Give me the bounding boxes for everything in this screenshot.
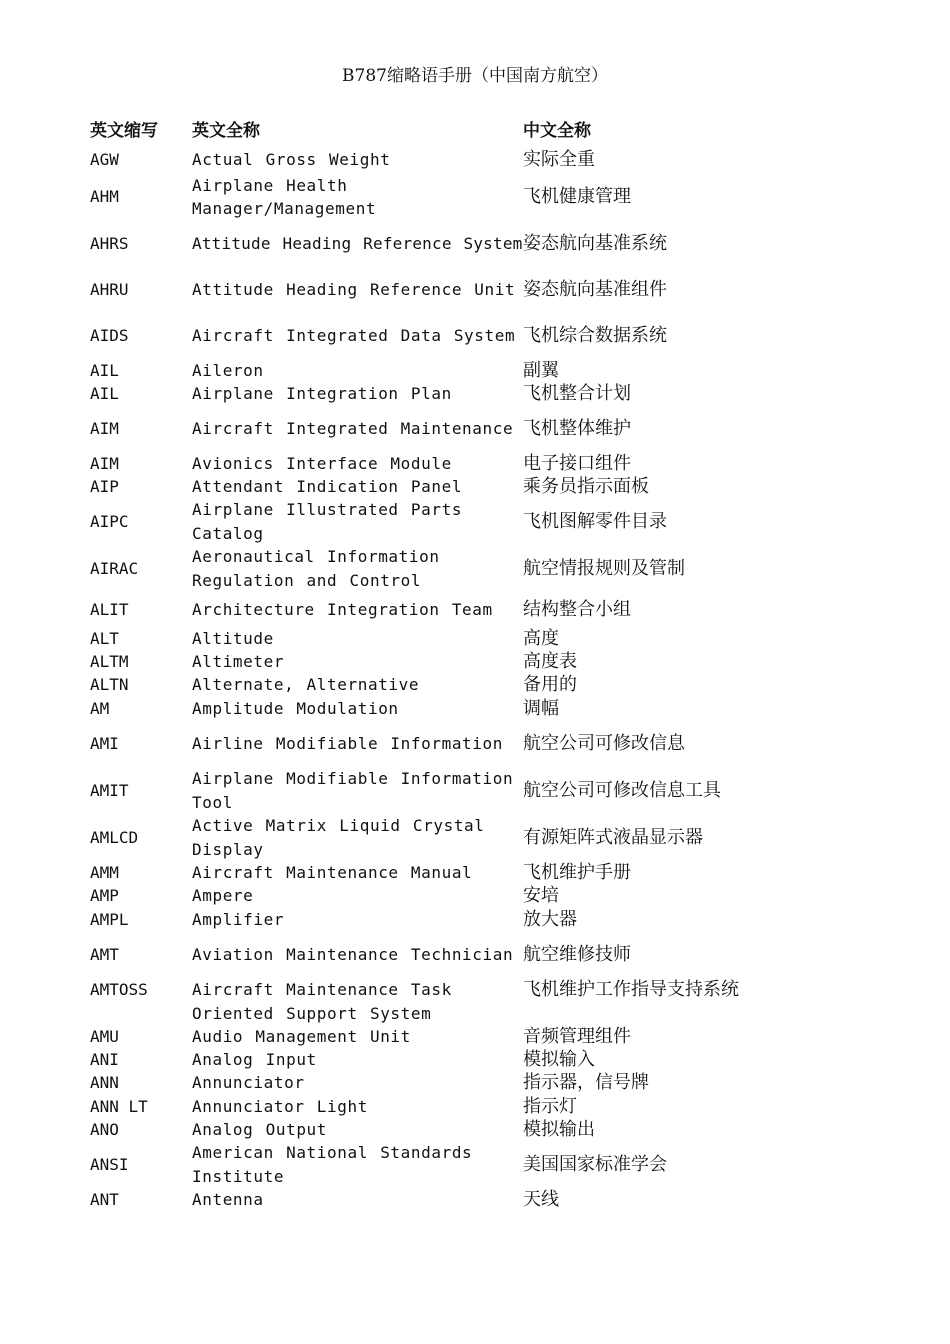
abbreviation-cell: AIRAC xyxy=(90,558,139,578)
english-full-name-cell: Amplifier xyxy=(192,909,285,929)
english-full-name-cell: Attitude Heading Reference Unit xyxy=(192,280,516,300)
table-row xyxy=(90,627,850,650)
abbreviation-cell: ALTM xyxy=(90,651,129,671)
table-row xyxy=(90,1141,850,1188)
english-full-name-cell: Airplane Integration Plan xyxy=(192,383,452,403)
abbreviation-cell: AMIT xyxy=(90,780,129,800)
table-row xyxy=(90,592,850,627)
chinese-full-name-cell: 乘务员指示面板 xyxy=(523,475,649,497)
chinese-full-name-cell: 航空公司可修改信息 xyxy=(523,732,685,754)
abbreviation-cell: AIL xyxy=(90,383,119,403)
table-row xyxy=(90,650,850,673)
header-english-full-name: 英文全称 xyxy=(192,120,260,141)
abbreviation-cell: AMP xyxy=(90,886,119,906)
abbreviation-cell: ANN xyxy=(90,1073,119,1093)
chinese-full-name-cell: 飞机图解零件目录 xyxy=(523,510,667,532)
chinese-full-name-cell: 指示灯 xyxy=(523,1095,577,1117)
chinese-full-name-cell: 副翼 xyxy=(523,359,559,381)
abbreviation-cell: AMT xyxy=(90,944,119,964)
chinese-full-name-cell: 飞机健康管理 xyxy=(523,186,631,208)
abbreviation-cell: AIM xyxy=(90,453,119,473)
chinese-full-name-cell: 模拟输入 xyxy=(523,1048,595,1070)
english-full-name-cell: Avionics Interface Module xyxy=(192,453,452,473)
chinese-full-name-cell: 备用的 xyxy=(523,674,577,696)
abbreviation-cell: AIM xyxy=(90,418,119,438)
chinese-full-name-cell: 航空公司可修改信息工具 xyxy=(523,779,721,801)
english-full-name-cell: Airplane Health Manager/Management xyxy=(192,175,377,218)
table-row xyxy=(90,174,850,220)
table-row xyxy=(90,1025,850,1048)
chinese-full-name-cell: 模拟输出 xyxy=(523,1118,595,1140)
table-row xyxy=(90,1118,850,1141)
chinese-full-name-cell: 航空情报规则及管制 xyxy=(523,557,685,579)
abbreviation-cell: ALIT xyxy=(90,599,129,619)
abbreviation-cell: ALTN xyxy=(90,675,129,695)
abbreviation-cell: AMLCD xyxy=(90,827,139,847)
table-row xyxy=(90,267,850,313)
table-row xyxy=(90,1095,850,1118)
table-row xyxy=(90,1071,850,1095)
chinese-full-name-cell: 指示器，信号牌 xyxy=(523,1072,649,1094)
glossary-table xyxy=(90,118,850,1212)
abbreviation-cell: AHRS xyxy=(90,233,129,253)
english-full-name-cell: Analog Input xyxy=(192,1049,317,1069)
chinese-full-name-cell: 电子接口组件 xyxy=(523,452,631,474)
english-full-name-cell: Audio Management Unit xyxy=(192,1026,411,1046)
english-full-name-cell: Annunciator Light xyxy=(192,1096,368,1116)
abbreviation-cell: ANI xyxy=(90,1049,119,1069)
chinese-full-name-cell: 实际全重 xyxy=(523,148,595,170)
table-row xyxy=(90,359,850,382)
english-full-name-cell: Aeronautical Information Regulation and Control xyxy=(192,547,440,590)
chinese-full-name-cell: 调幅 xyxy=(523,697,559,719)
page-title: B787缩略语手册（中国南方航空） xyxy=(342,66,608,86)
header-abbreviation: 英文缩写 xyxy=(90,120,158,141)
table-row xyxy=(90,452,850,475)
chinese-full-name-cell: 天线 xyxy=(523,1189,559,1211)
abbreviation-cell: ANSI xyxy=(90,1154,129,1174)
abbreviation-cell: AIL xyxy=(90,360,119,380)
english-full-name-cell: Ampere xyxy=(192,886,254,906)
table-row xyxy=(90,931,850,978)
english-full-name-cell: Actual Gross Weight xyxy=(192,149,391,169)
english-full-name-cell: Aileron xyxy=(192,360,264,380)
table-row xyxy=(90,405,850,452)
header-chinese-full-name: 中文全称 xyxy=(523,120,591,141)
english-full-name-cell: Airplane Illustrated Parts Catalog xyxy=(192,500,463,543)
table-row xyxy=(90,475,850,498)
table-row xyxy=(90,498,850,545)
english-full-name-cell: Airline Modifiable Information xyxy=(192,733,503,753)
table-row xyxy=(90,720,850,767)
chinese-full-name-cell: 姿态航向基准组件 xyxy=(523,279,667,301)
english-full-name-cell: Alternate, Alternative xyxy=(192,675,420,695)
abbreviation-cell: AGW xyxy=(90,149,119,169)
english-full-name-cell: American National Standards Institute xyxy=(192,1143,473,1186)
abbreviation-cell: ANT xyxy=(90,1190,119,1210)
abbreviation-cell: AIP xyxy=(90,476,119,496)
table-row xyxy=(90,145,850,174)
abbreviation-cell: ANO xyxy=(90,1119,119,1139)
chinese-full-name-cell: 飞机综合数据系统 xyxy=(523,325,667,347)
english-full-name-cell: Airplane Modifiable Information Tool xyxy=(192,769,514,812)
chinese-full-name-cell: 结构整合小组 xyxy=(523,598,631,620)
table-row xyxy=(90,861,850,884)
abbreviation-cell: AMI xyxy=(90,733,119,753)
table-row xyxy=(90,313,850,359)
table-row xyxy=(90,767,850,814)
english-full-name-cell: Amplitude Modulation xyxy=(192,698,399,718)
table-row xyxy=(90,884,850,908)
table-row xyxy=(90,978,850,1025)
chinese-full-name-cell: 姿态航向基准系统 xyxy=(523,232,667,254)
abbreviation-cell: AMPL xyxy=(90,909,129,929)
chinese-full-name-cell: 美国国家标准学会 xyxy=(523,1153,667,1175)
table-row xyxy=(90,673,850,697)
chinese-full-name-cell: 高度 xyxy=(523,627,559,649)
chinese-full-name-cell: 音频管理组件 xyxy=(523,1025,631,1047)
english-full-name-cell: Analog Output xyxy=(192,1119,328,1139)
english-full-name-cell: Aircraft Maintenance Manual xyxy=(192,862,473,882)
chinese-full-name-cell: 高度表 xyxy=(523,650,577,672)
english-full-name-cell: Aircraft Integrated Maintenance xyxy=(192,418,514,438)
english-full-name-cell: Aircraft Integrated Data System xyxy=(192,326,516,346)
chinese-full-name-cell: 安培 xyxy=(523,885,559,907)
table-row xyxy=(90,545,850,592)
english-full-name-cell: Active Matrix Liquid Crystal Display xyxy=(192,816,485,859)
english-full-name-cell: Altitude xyxy=(192,628,274,648)
chinese-full-name-cell: 飞机整体维护 xyxy=(523,417,631,439)
chinese-full-name-cell: 飞机维护工作指导支持系统 xyxy=(523,979,739,1000)
chinese-full-name-cell: 有源矩阵式液晶显示器 xyxy=(523,826,703,848)
abbreviation-cell: AIDS xyxy=(90,326,129,346)
english-full-name-cell: Antenna xyxy=(192,1190,264,1210)
abbreviation-cell: AM xyxy=(90,698,110,718)
abbreviation-cell: AIPC xyxy=(90,511,129,531)
abbreviation-cell: AHRU xyxy=(90,280,129,300)
abbreviation-cell: AMU xyxy=(90,1026,119,1046)
table-row xyxy=(90,814,850,861)
table-row xyxy=(90,220,850,267)
table-row xyxy=(90,382,850,405)
english-full-name-cell: Aviation Maintenance Technician xyxy=(192,944,514,964)
abbreviation-cell: AMM xyxy=(90,862,119,882)
abbreviation-cell: ALT xyxy=(90,628,119,648)
english-full-name-cell: Architecture Integration Team xyxy=(192,599,493,619)
table-row xyxy=(90,908,850,931)
table-header xyxy=(90,118,850,145)
english-full-name-cell: Aircraft Maintenance Task Oriented Support System xyxy=(192,980,452,1023)
chinese-full-name-cell: 航空维修技师 xyxy=(523,943,631,965)
abbreviation-cell: AHM xyxy=(90,187,119,207)
english-full-name-cell: Attitude Heading Reference System xyxy=(192,233,523,253)
chinese-full-name-cell: 放大器 xyxy=(523,908,577,930)
abbreviation-cell: ANN LT xyxy=(90,1096,148,1116)
chinese-full-name-cell: 飞机维护手册 xyxy=(523,861,631,883)
english-full-name-cell: Annunciator xyxy=(192,1073,305,1093)
english-full-name-cell: Altimeter xyxy=(192,651,285,671)
table-row xyxy=(90,1188,850,1212)
english-full-name-cell: Attendant Indication Panel xyxy=(192,476,463,496)
abbreviation-cell: AMTOSS xyxy=(90,980,148,999)
table-row xyxy=(90,1048,850,1071)
table-row xyxy=(90,697,850,720)
chinese-full-name-cell: 飞机整合计划 xyxy=(523,382,631,404)
